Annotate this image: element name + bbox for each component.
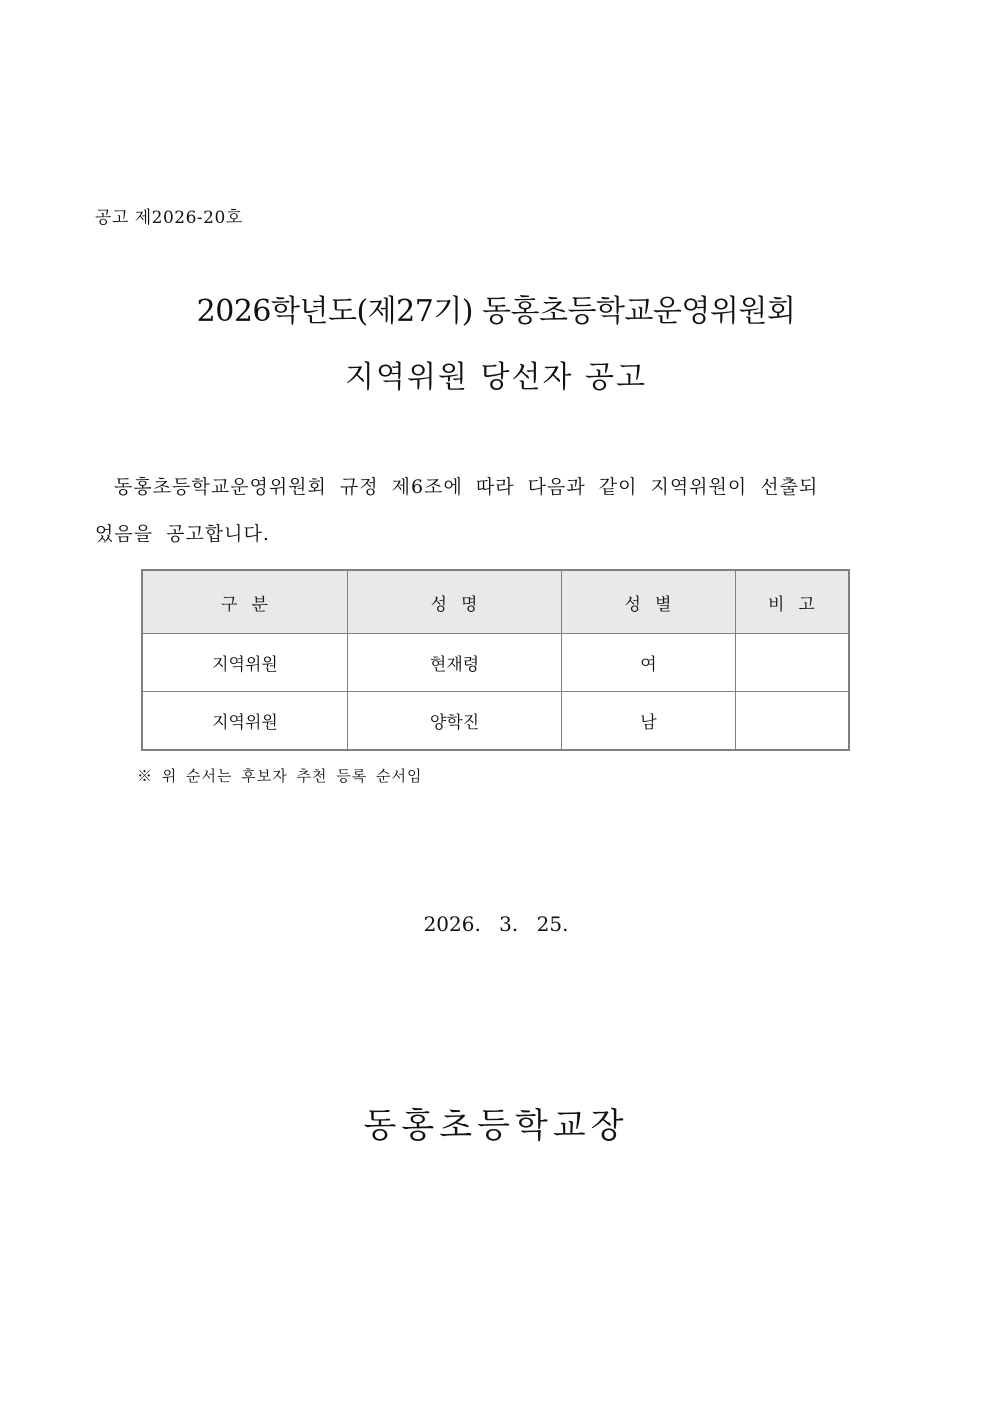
cell-gender: 남 xyxy=(562,692,736,751)
header-remarks: 비고 xyxy=(735,570,849,634)
header-name: 성명 xyxy=(347,570,561,634)
cell-gender: 여 xyxy=(562,634,736,692)
issue-date: 2026. 3. 25. xyxy=(423,912,569,936)
table-row xyxy=(142,634,849,692)
elected-members-table xyxy=(141,569,850,751)
title-line-2: 지역위원 당선자 공고 xyxy=(345,360,647,395)
table-header-row xyxy=(142,570,849,634)
body-text-line-1: 동홍초등학교운영위원회 규정 제6조에 따라 다음과 같이 지역위원이 선출되 xyxy=(114,476,819,498)
body-text-line-2: 었음을 공고합니다. xyxy=(95,523,270,545)
issuer-signature: 동홍초등학교장 xyxy=(363,1106,629,1146)
cell-category: 지역위원 xyxy=(142,692,347,751)
cell-remarks xyxy=(735,634,849,692)
footnote: ※ 위 순서는 후보자 추천 등록 순서임 xyxy=(137,767,423,785)
header-category: 구분 xyxy=(142,570,347,634)
table-row xyxy=(142,692,849,751)
cell-name: 현재령 xyxy=(347,634,561,692)
header-gender: 성별 xyxy=(562,570,736,634)
cell-name: 양학진 xyxy=(347,692,561,751)
notice-number: 공고 제2026-20호 xyxy=(95,208,243,228)
cell-category: 지역위원 xyxy=(142,634,347,692)
cell-remarks xyxy=(735,692,849,751)
title-line-1: 2026학년도(제27기) 동홍초등학교운영위원회 xyxy=(196,294,796,329)
